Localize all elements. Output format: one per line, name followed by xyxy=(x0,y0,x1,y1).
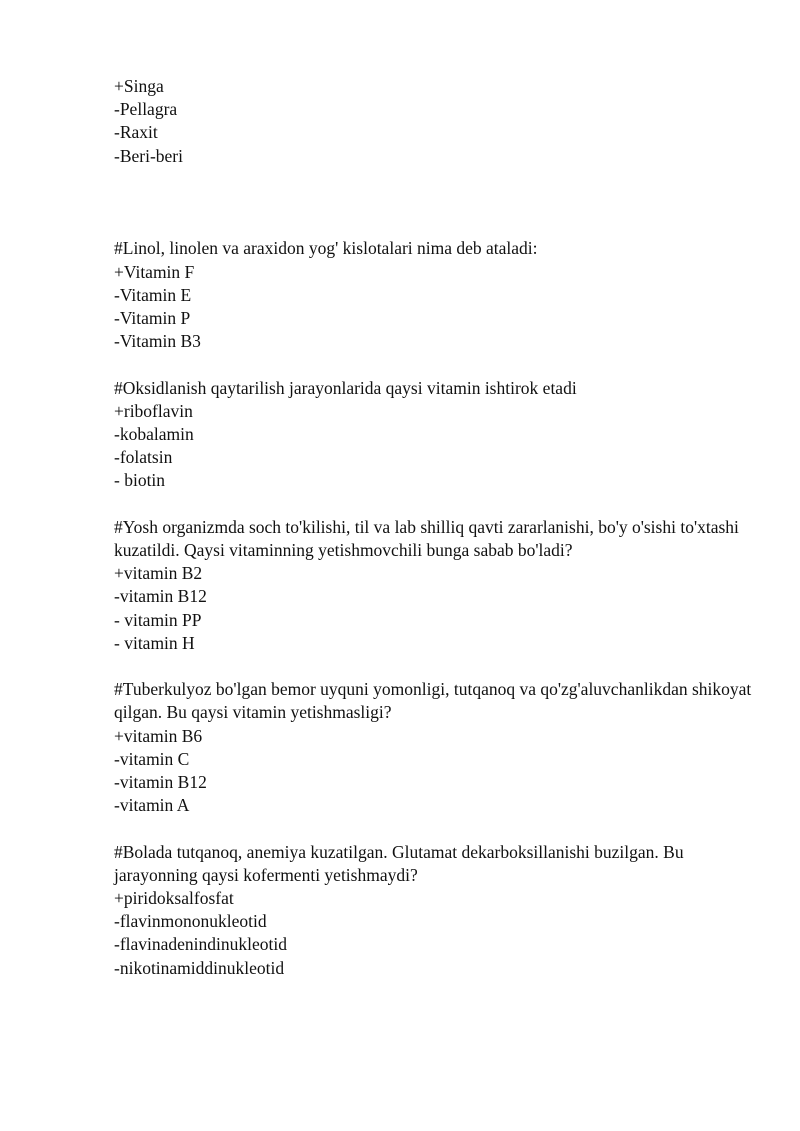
answer-option: +Singa xyxy=(114,76,164,96)
answer-option: -Vitamin E xyxy=(114,284,192,305)
answer-option: -flavinmononukleotid xyxy=(114,911,267,932)
answer-option: - vitamin H xyxy=(114,632,195,653)
question-text: #Oksidlanish qaytarilish jarayonlarida qaysi vitamin ishtirok etadi xyxy=(114,377,577,398)
answer-option: -nikotinamiddinukleotid xyxy=(114,957,285,978)
answer-option: -Raxit xyxy=(114,122,158,143)
answer-option: -Vitamin P xyxy=(114,308,191,329)
question-block-4 xyxy=(114,516,754,655)
question-text: #Linol, linolen va araxidon yog' kislotalari nima deb ataladi: xyxy=(114,238,538,259)
answer-option: -Beri-beri xyxy=(114,145,183,166)
spacer xyxy=(114,168,754,238)
spacer xyxy=(114,353,754,376)
question-text: #Yosh organizmda soch to'kilishi, til va lab shilliq qavti zararlanishi, bo'y o'sishi to'xtashi kuzatildi. Qaysi vitaminning yetishmovchili bunga sabab bo'ladi? xyxy=(114,516,744,561)
question-block-5 xyxy=(114,678,754,817)
answer-option: - biotin xyxy=(114,470,166,491)
answer-option: -flavinadenindinukleotid xyxy=(114,934,288,955)
answer-option: -vitamin C xyxy=(114,748,190,769)
question-text: #Tuberkulyoz bo'lgan bemor uyquni yomonligi, tutqanoq va qo'zg'aluvchanlikdan shikoyat qilgan. Bu qaysi vitamin yetishmasligi? xyxy=(114,679,756,723)
spacer xyxy=(114,817,754,840)
question-text: #Bolada tutqanoq, anemiya kuzatilgan. Glutamat dekarboksillanishi buzilgan. Bu jarayonning qaysi kofermenti yetishmaydi? xyxy=(114,841,688,885)
answer-option: +riboflavin xyxy=(114,400,193,421)
answer-option: -vitamin A xyxy=(114,795,190,816)
question-block-3 xyxy=(114,377,754,493)
answer-option: +vitamin B2 xyxy=(114,563,203,584)
answer-option: -vitamin B12 xyxy=(114,772,207,793)
answer-option: +vitamin B6 xyxy=(114,725,203,746)
question-block-6 xyxy=(114,841,754,980)
answer-option: -Pellagra xyxy=(114,99,178,120)
answer-option: - vitamin PP xyxy=(114,609,202,630)
answer-option: -folatsin xyxy=(114,447,173,468)
document-page xyxy=(114,75,754,980)
answer-option: -kobalamin xyxy=(114,424,194,445)
answer-option: +piridoksalfosfat xyxy=(114,888,234,909)
spacer xyxy=(114,493,754,516)
spacer xyxy=(114,655,754,678)
answer-option: -Vitamin B3 xyxy=(114,331,201,352)
question-block-2 xyxy=(114,237,754,353)
answer-option: +Vitamin F xyxy=(114,261,195,282)
question-block-1 xyxy=(114,75,754,168)
answer-option: -vitamin B12 xyxy=(114,586,207,607)
